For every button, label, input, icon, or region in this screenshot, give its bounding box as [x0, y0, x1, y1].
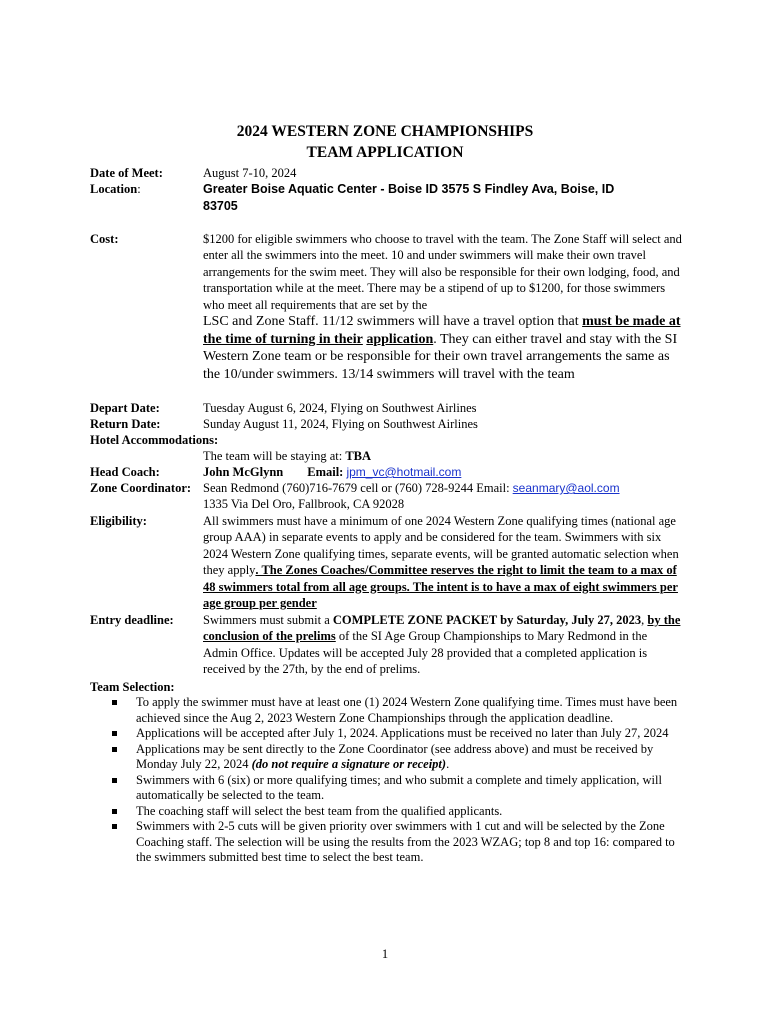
list-item-text: Swimmers with 2-5 cuts will be given priority over swimmers with 1 cut and will be selected by the Zone Coaching staff. The selection will be using the results from the 2023 WZAG; top 8 and top 16: compared to the swimmers submitted best time to select the best team.: [136, 819, 675, 864]
cost-text-small: $1200 for eligible swimmers who choose to travel with the team. The Zone Staff will select and enter all the swimmers into the meet. 10 and under swimmers will make their own travel arrangements for the swim meet. They will also be responsible for their own lodging, food, and transportation while at the meet. There may be a stipend of up to $1200, for those swimmers who meet all requirements that are set by the: [203, 232, 682, 312]
cost-large-part-b: . They can either travel and stay with the SI Western Zone team or be responsible for their own travel arrangements the same as the 10/under swimmers. 13/14 swimmers will travel with the team: [203, 331, 678, 382]
zone-coordinator-label: Zone Coordinator:: [90, 481, 192, 495]
coordinator-email-link[interactable]: seanmary@aol.com: [512, 481, 620, 495]
list-item: [112, 726, 682, 742]
list-item: [112, 742, 682, 773]
list-item-text: To apply the swimmer must have at least one (1) 2024 Western Zone qualifying time. Times must have been achieved since the Aug 2, 2023 Western Zone Championships through the application deadline.: [136, 695, 678, 725]
list-item-emphasis: (do not require a signature or receipt): [251, 757, 447, 771]
return-date-value: Sunday August 11, 2024, Flying on Southwest Airlines: [203, 417, 478, 431]
bullet-icon: [112, 809, 117, 814]
list-item-text: The coaching staff will select the best team from the qualified applicants.: [136, 803, 503, 818]
cost-text: [203, 231, 683, 383]
page-number: 1: [381, 947, 389, 961]
entry-deadline-label: Entry deadline:: [90, 613, 174, 627]
hotel-staying-at: The team will be staying at:: [203, 449, 346, 463]
cost-large-part-a: LSC and Zone Staff. 11/12 swimmers will have a travel option that: [203, 314, 583, 330]
cost-label: Cost:: [90, 232, 119, 246]
location-value: [203, 181, 683, 215]
list-item: [112, 819, 682, 866]
list-item-text: Applications may be sent directly to the Zone Coordinator (see address above) and must be received by Monday July 22, 2024: [136, 741, 654, 771]
entry-text-1: Swimmers must submit a: [203, 613, 333, 627]
coordinator-phone: Sean Redmond (760)716-7679 cell or (760) 728-9244 Email:: [203, 481, 513, 495]
hotel-label: Hotel Accommodations:: [90, 433, 219, 447]
eligibility-text: [203, 513, 683, 611]
location-label: Location:: [90, 182, 141, 196]
location-line-2: 83705: [203, 199, 238, 213]
list-item: [112, 804, 682, 820]
entry-conclusion-prelims: conclusion of the prelims: [203, 629, 336, 644]
return-date-label: Return Date:: [90, 417, 161, 431]
eligibility-committee-note: . The Zones Coaches/Committee reserves the right to limit the team to a max of 48 swimmers total from all age groups. The intent is to have a max of eight swimmers per age group per gender: [203, 563, 678, 611]
coach-email-link[interactable]: jpm_vc@hotmail.com: [346, 465, 462, 479]
hotel-text: [203, 448, 683, 464]
head-coach-label: Head Coach:: [90, 465, 160, 479]
document-title: 2024 WESTERN ZONE CHAMPIONSHIPS: [236, 123, 534, 140]
entry-complete-packet: COMPLETE ZONE PACKET by Saturday, July 27, 2023: [332, 613, 642, 627]
hotel-value: TBA: [345, 449, 372, 463]
bullet-icon: [112, 778, 117, 783]
depart-date-label: Depart Date:: [90, 401, 160, 415]
coach-email-label: Email:: [307, 465, 344, 479]
document-subtitle: TEAM APPLICATION: [306, 144, 464, 161]
cost-must-be-made: must be made at the time of turning in their: [203, 314, 681, 347]
team-selection-list: [112, 695, 682, 866]
list-item-text: Applications will be accepted after July 1, 2024. Applications must be received no later than July 27, 2024: [136, 726, 669, 740]
bullet-icon: [112, 747, 117, 752]
head-coach-row: [203, 464, 683, 480]
eligibility-label: Eligibility:: [90, 514, 147, 528]
eligibility-body: All swimmers must have a minimum of one 2024 Western Zone qualifying times (national age group AAA) in separate events to apply and be considered for the team. Swimmers with six 2024 Western Zone qualifying times, separate events, will be granted automatic selection when they apply: [203, 514, 679, 578]
list-item-end: .: [446, 757, 450, 771]
zone-coordinator-row: [203, 480, 620, 496]
bullet-icon: [112, 824, 117, 829]
location-line-1: Greater Boise Aquatic Center - Boise ID 3575 S Findley Ava, Boise, ID: [203, 182, 615, 196]
entry-by-the: by the: [647, 613, 681, 627]
depart-date-value: Tuesday August 6, 2024, Flying on Southwest Airlines: [203, 401, 477, 415]
date-of-meet-label: Date of Meet:: [90, 166, 163, 180]
cost-application: application: [366, 331, 434, 347]
bullet-icon: [112, 700, 117, 705]
list-item: [112, 773, 682, 804]
entry-deadline-text: [203, 612, 683, 678]
entry-text-4: of the SI Age Group Championships to Mary Redmond in the Admin Office. Updates will be accepted July 28 provided that a completed application is received by the 27th, by the end of prelims.: [203, 629, 648, 677]
list-item: [112, 695, 682, 726]
entry-text-2: ,: [641, 613, 648, 627]
head-coach-name: John McGlynn: [203, 465, 284, 479]
date-of-meet-value: August 7-10, 2024: [203, 166, 297, 180]
cost-text-large: [203, 313, 683, 383]
coordinator-address: 1335 Via Del Oro, Fallbrook, CA 92028: [203, 497, 405, 511]
team-selection-label: Team Selection:: [90, 680, 175, 694]
list-item-text: Swimmers with 6 (six) or more qualifying times; and who submit a complete and timely application, will automatically be selected to the team.: [136, 772, 662, 802]
bullet-icon: [112, 731, 117, 736]
